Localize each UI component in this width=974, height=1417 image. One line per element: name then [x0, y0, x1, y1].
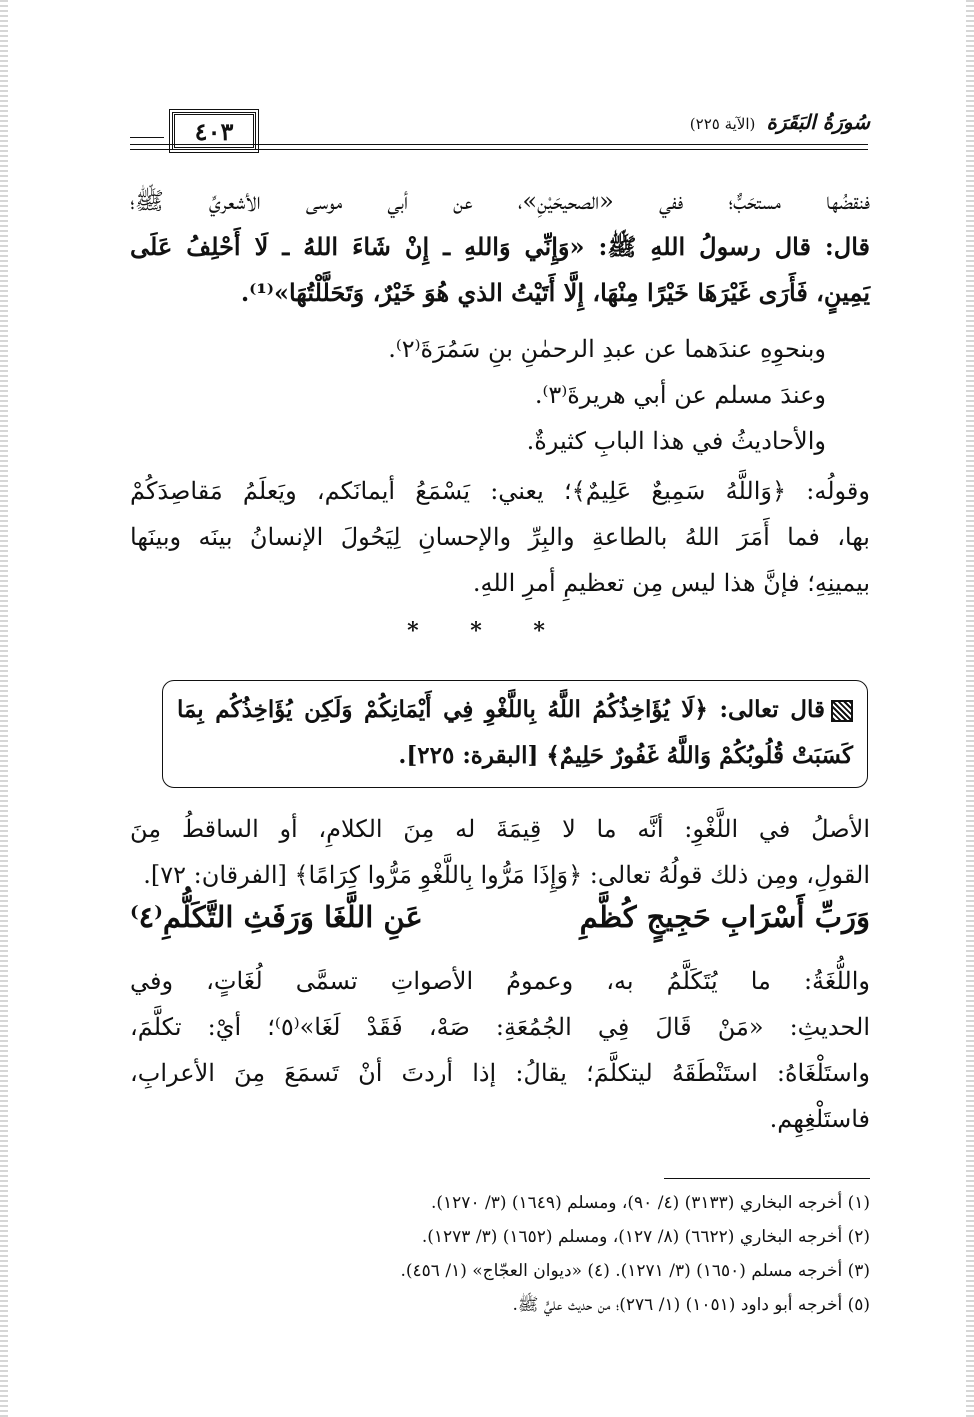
- text-line: بها، فما أَمَرَ اللهُ بالطاعةِ والبِرِّ والإحسانِ لِيَحُولَ الإنسانُ بينَه وبينَها: [130, 523, 870, 551]
- text-line: وقولُه: ﴿وَاللَّهُ سَمِيعٌ عَلِيمٌ﴾؛ يعني: يَسْمَعُ أيمانَكم، ويَعلَمُ مَقاصِدَكُمْ: [130, 477, 870, 505]
- paragraph-lugha: [130, 958, 870, 1142]
- header-rule-bottom: [130, 149, 868, 150]
- text-line: فاستَلْغِهِم.: [769, 1105, 870, 1133]
- paragraph-definition: [130, 806, 870, 898]
- footnote-5: (٥) أخرجه أبو داود (١٠٥١) (١/ ٢٧٦)؛ من حديث عليٍّ ﷺ.: [512, 1295, 870, 1315]
- footnote-2: (٢) أخرجه البخاري (٦٦٢٢) (٨/ ١٢٧)، ومسلم (١٦٥٢) (٣/ ١٢٧٣).: [421, 1227, 870, 1247]
- paragraph-commentary: [130, 468, 870, 606]
- quran-verse-box: [162, 680, 868, 788]
- footnote-3-4: (٣) أخرجه مسلم (١٦٥٠) (٣/ ١٢٧١). (٤) «ديوان العجّاج» (١/ ٤٥٦).: [400, 1261, 870, 1281]
- paragraph-hadith: [130, 178, 870, 316]
- page-header: [160, 108, 870, 148]
- poem-hemistich-first: وَرَبِّ أَسْرَابِ حَجِيجٍ كُظَّمِ: [579, 900, 870, 934]
- poem-verse: [130, 900, 870, 934]
- verse-text: قال تعالى: ﴿لَا يُؤَاخِذُكُمُ اللَّهُ بِاللَّغْوِ فِي أَيْمَانِكُمْ وَلَكِن يُؤَاخِذُكُم بِمَا: [177, 696, 825, 723]
- header-rule-short: [130, 137, 164, 138]
- verse-line: كَسَبَتْ قُلُوبُكُمْ وَاللَّهُ غَفُورٌ حَلِيمٌ﴾ [البقرة: ٢٢٥].: [398, 742, 853, 769]
- text-line: وبنحوِهِ عندَهما عن عبدِ الرحمٰنِ بنِ سَمُرَةَ⁽٢⁾.: [388, 335, 826, 363]
- text-line: والأحاديثُ في هذا البابِ كثيرةٌ.: [526, 427, 826, 455]
- surah-title: سُورَةُ البَقَرَة: [766, 110, 870, 134]
- text-line: وعندَ مسلم عن أبي هريرةَ⁽٣⁾.: [534, 381, 826, 409]
- text-line: واستَلْغَاهُ: استَنْطَقَهُ ليتكلَّمَ؛ يقالُ: إذا أردتَ أنْ تَسمَعَ مِنَ الأعرابِ،: [130, 1059, 870, 1087]
- text-line: قال: قال رسولُ اللهِ ﷺ: «وَإِنِّي وَاللهِ ـ إِنْ شَاءَ اللهُ ـ لَا أَحْلِفُ عَلَى: [130, 232, 870, 261]
- text-line: الأصلُ في اللَّغْوِ: أنَّه ما لا قِيمَةَ له مِنَ الكلامِ، أو الساقطُ مِنَ: [130, 815, 870, 843]
- text-line: القولِ، ومِن ذلك قولُهُ تعالى: ﴿وَإِذَا مَرُّوا بِاللَّغْوِ مَرُّوا كِرَامًا﴾ [الفرقان: ٧٢].: [143, 861, 870, 889]
- footnotes: [130, 1186, 870, 1322]
- poem-hemistich-second: عَنِ اللَّغَا وَرَفَثِ التَّكَلُّمِ⁽٤⁾: [130, 900, 423, 934]
- running-title: [690, 110, 870, 134]
- scan-edge-right: [966, 0, 974, 1417]
- paragraph-narrations: [130, 326, 870, 464]
- footnote-1: (١) أخرجه البخاري (٣١٣٣) (٤/ ٩٠)، ومسلم (١٦٤٩) (٣/ ١٢٧٠).: [431, 1193, 870, 1213]
- page-number: ٤٠٣: [172, 112, 256, 150]
- footnote-rule: [664, 1178, 870, 1179]
- verse-line: [177, 687, 853, 733]
- text-line: فنقضُها مستحَبٌّ؛ ففي «الصحيحَيْنِ»، عن أبي موسى الأشعريِّ ﷺ؛: [130, 187, 870, 215]
- text-line: بيمينِهِ؛ فإنَّ هذا ليس مِن تعظيمِ أمرِ اللهِ.: [472, 569, 870, 597]
- text-line: يَمِينٍ، فَأَرَى غَيْرَهَا خَيْرًا مِنْهَا، إِلَّا أَتَيْتُ الذي هُوَ خَيْرٌ، وَتَحَلَّلْتُهَا»⁽¹⁾.: [240, 278, 870, 307]
- text-line: الحديثِ: «مَنْ قَالَ فِي الجُمُعَةِ: صَهْ، فَقَدْ لَغَا»⁽٥⁾؛ أيْ: تكلَّمَ،: [130, 1013, 870, 1041]
- text-line: واللُّغَةُ: ما يُتَكَلَّمُ به، وعمومُ الأصواتِ تسمَّى لُغَاتٍ، وفي: [130, 967, 870, 995]
- section-separator: * * *: [407, 618, 567, 644]
- scan-edge-left: [0, 0, 8, 1417]
- verse-reference: (الآية ٢٢٥): [689, 115, 756, 133]
- ornament-icon: [831, 700, 853, 722]
- header-rule-top: [130, 144, 868, 145]
